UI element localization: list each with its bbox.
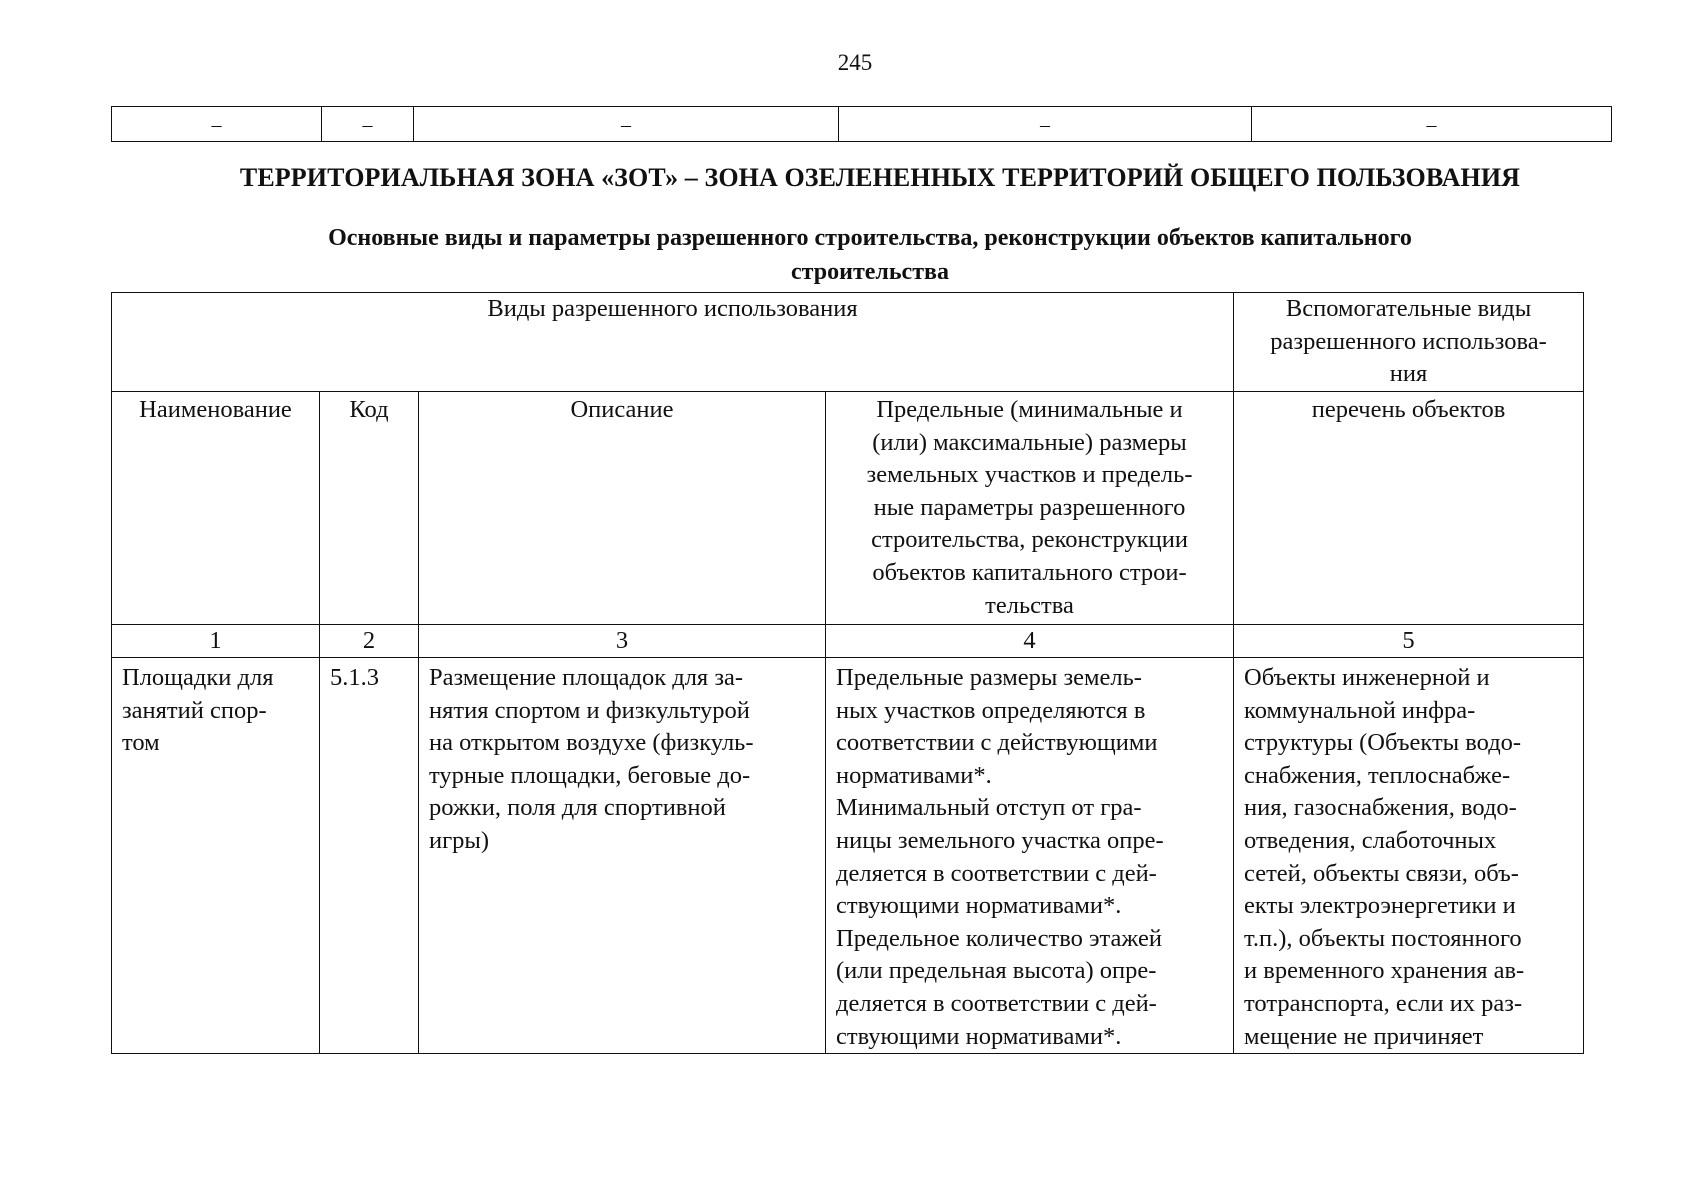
- header-line: Вспомогательные виды: [1285, 295, 1532, 322]
- cell-line: деляется в соответствии с дей-: [836, 989, 1157, 1017]
- column-header-limits: [826, 392, 1234, 625]
- header-line: разрешенного использова-: [1270, 327, 1547, 355]
- cell-line: нормативами*.: [836, 761, 992, 789]
- previous-table-continuation: [111, 106, 1612, 142]
- column-header-code: Код: [320, 392, 419, 625]
- cell-line: и временного хранения ав-: [1244, 957, 1525, 985]
- cell-code: 5.1.3: [320, 658, 419, 1054]
- table-cell: –: [112, 107, 322, 142]
- column-number: 5: [1234, 625, 1584, 658]
- table-cell: –: [322, 107, 414, 142]
- header-auxiliary-uses: [1234, 293, 1584, 392]
- cell-line: снабжения, теплоснабже-: [1244, 761, 1511, 789]
- subtitle-line: строительства: [791, 259, 949, 285]
- cell-line: т.п.), объекты постоянного: [1244, 924, 1522, 952]
- cell-line: тотранспорта, если их раз-: [1244, 989, 1523, 1017]
- cell-line: Площадки для: [122, 664, 274, 691]
- cell-line: Предельное количество этажей: [836, 924, 1162, 952]
- cell-line: отведения, слаботочных: [1244, 826, 1497, 854]
- column-number: 2: [320, 625, 419, 658]
- cell-line: том: [122, 729, 160, 757]
- cell-line: соответствии с действующими: [836, 729, 1158, 757]
- subtitle-line: Основные виды и параметры разрешенного строительства, реконструкции объектов капитального: [328, 225, 1412, 251]
- column-header-name: Наименование: [112, 392, 320, 625]
- cell-line: ния, газоснабжения, водо-: [1244, 794, 1517, 822]
- header-line: (или) максимальные) размеры: [872, 428, 1187, 456]
- zone-title: ТЕРРИТОРИАЛЬНАЯ ЗОНА «ЗОТ» – ЗОНА ОЗЕЛЕНЕННЫХ ТЕРРИТОРИЙ ОБЩЕГО ПОЛЬЗОВАНИЯ: [239, 163, 1521, 192]
- cell-line: структуры (Объекты водо-: [1244, 729, 1522, 757]
- cell-line: на открытом воздухе (физкуль-: [429, 729, 754, 757]
- cell-name: [112, 658, 320, 1054]
- column-number: 3: [419, 625, 826, 658]
- cell-line: (или предельная высота) опре-: [836, 957, 1157, 985]
- cell-line: игры): [429, 826, 490, 854]
- table-header-row: [112, 293, 1584, 392]
- column-header-description: Описание: [419, 392, 826, 625]
- cell-line: Размещение площадок для за-: [429, 664, 744, 691]
- header-permitted-uses: Виды разрешенного использования: [112, 293, 1234, 392]
- cell-line: ствующими нормативами*.: [836, 1022, 1122, 1050]
- header-line: объектов капитального строи-: [872, 558, 1187, 586]
- table-cell: –: [1252, 107, 1612, 142]
- column-number-row: [112, 625, 1584, 658]
- cell-line: Предельные размеры земель-: [836, 664, 1142, 691]
- column-header-objects: перечень объектов: [1234, 392, 1584, 625]
- cell-line: сетей, объекты связи, объ-: [1244, 859, 1519, 887]
- column-number: 4: [826, 625, 1234, 658]
- cell-line: ных участков определяются в: [836, 696, 1146, 724]
- cell-line: екты электроэнергетики и: [1244, 892, 1516, 920]
- header-line: тельства: [985, 591, 1074, 619]
- header-line: строительства, реконструкции: [871, 526, 1188, 554]
- table-header-row: [112, 392, 1584, 625]
- column-number: 1: [112, 625, 320, 658]
- permitted-use-table: [111, 292, 1584, 1054]
- cell-line: коммунальной инфра-: [1244, 696, 1476, 724]
- table-row: [112, 107, 1612, 142]
- cell-line: Минимальный отступ от гра-: [836, 794, 1142, 822]
- section-subtitle: [170, 221, 1570, 289]
- page-number: 245: [837, 50, 873, 75]
- header-line: Предельные (минимальные и: [876, 396, 1183, 423]
- cell-line: турные площадки, беговые до-: [429, 761, 751, 789]
- header-line: земельных участков и предель-: [866, 461, 1193, 489]
- cell-description: [419, 658, 826, 1054]
- cell-line: рожки, поля для спортивной: [429, 794, 726, 822]
- cell-limits: [826, 658, 1234, 1054]
- cell-objects: [1234, 658, 1584, 1054]
- header-line: ния: [1389, 360, 1428, 388]
- table-cell: –: [414, 107, 839, 142]
- cell-line: деляется в соответствии с дей-: [836, 859, 1157, 887]
- header-line: ные параметры разрешенного: [873, 493, 1186, 521]
- cell-line: мещение не причиняет: [1244, 1022, 1484, 1050]
- cell-line: ствующими нормативами*.: [836, 892, 1122, 920]
- cell-line: Объекты инженерной и: [1244, 664, 1490, 691]
- cell-line: занятий спор-: [122, 696, 267, 724]
- table-row: [112, 658, 1584, 1054]
- cell-line: нятия спортом и физкультурой: [429, 696, 750, 724]
- table-cell: –: [839, 107, 1252, 142]
- cell-line: ницы земельного участка опре-: [836, 826, 1164, 854]
